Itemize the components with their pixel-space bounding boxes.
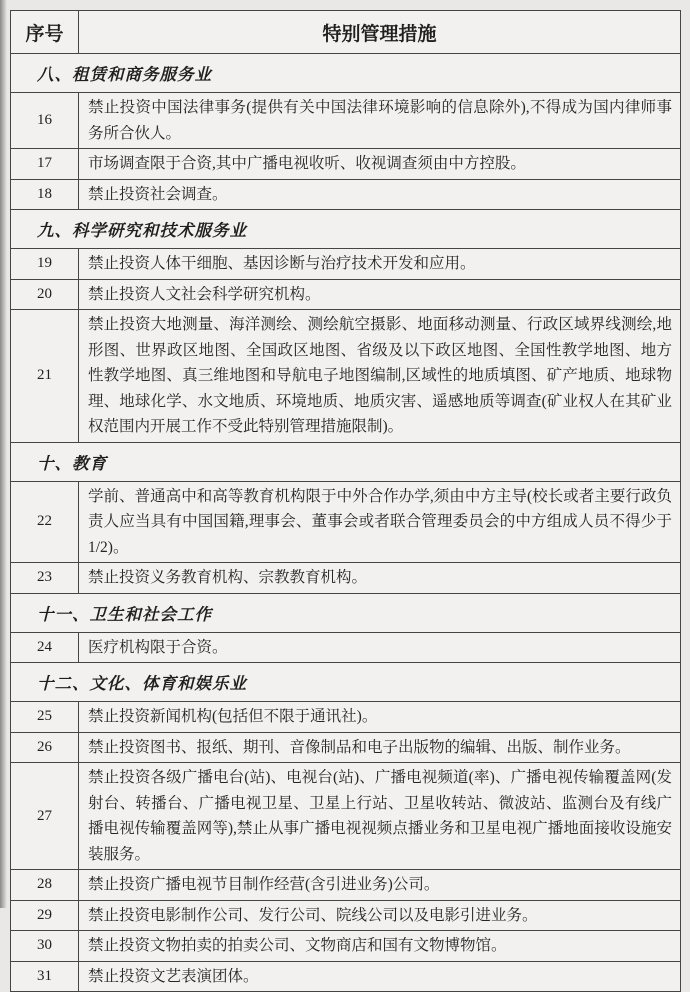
section-row (11, 210, 681, 249)
measure-text: 禁止投资广播电视节目制作经营(含引进业务)公司。 (79, 870, 681, 901)
column-header-special-measures: 特别管理措施 (79, 11, 681, 54)
measure-text: 禁止投资中国法律事务(提供有关中国法律环境影响的信息除外),不得成为国内律师事务所合伙人。 (79, 93, 681, 149)
measure-text: 禁止投资义务教育机构、宗教教育机构。 (79, 563, 681, 594)
measure-text: 禁止投资电影制作公司、发行公司、院线公司以及电影引进业务。 (79, 900, 681, 931)
measure-row (11, 249, 681, 280)
measure-row (11, 149, 681, 180)
section-row (11, 663, 681, 702)
measure-text: 禁止投资图书、报纸、期刊、音像制品和电子出版物的编辑、出版、制作业务。 (79, 732, 681, 763)
section-title: 八、租赁和商务服务业 (11, 54, 681, 93)
measure-serial-number: 20 (11, 279, 79, 310)
measure-serial-number: 27 (11, 763, 79, 870)
measure-row (11, 179, 681, 210)
scan-edge-shadow (0, 0, 7, 908)
measure-serial-number: 25 (11, 702, 79, 733)
special-measures-table (10, 10, 681, 992)
column-header-serial-number: 序号 (11, 11, 79, 54)
measure-row (11, 310, 681, 443)
section-title: 十二、文化、体育和娱乐业 (11, 663, 681, 702)
measure-row (11, 563, 681, 594)
measure-row (11, 702, 681, 733)
measure-text: 市场调查限于合资,其中广播电视收听、收视调查须由中方控股。 (79, 149, 681, 180)
measure-row (11, 481, 681, 563)
measure-serial-number: 17 (11, 149, 79, 180)
measure-serial-number: 31 (11, 961, 79, 992)
document-page (10, 10, 681, 992)
measure-serial-number: 28 (11, 870, 79, 901)
measure-text: 禁止投资社会调查。 (79, 179, 681, 210)
measure-row (11, 931, 681, 962)
section-title: 十一、卫生和社会工作 (11, 593, 681, 632)
measure-serial-number: 26 (11, 732, 79, 763)
section-title: 十、教育 (11, 442, 681, 481)
measure-serial-number: 18 (11, 179, 79, 210)
measure-serial-number: 29 (11, 900, 79, 931)
measure-row (11, 279, 681, 310)
measure-text: 禁止投资文物拍卖的拍卖公司、文物商店和国有文物博物馆。 (79, 931, 681, 962)
measure-serial-number: 19 (11, 249, 79, 280)
measure-serial-number: 23 (11, 563, 79, 594)
measure-text: 学前、普通高中和高等教育机构限于中外合作办学,须由中方主导(校长或者主要行政负责人应当具有中国国籍,理事会、董事会或者联合管理委员会的中方组成人员不得少于 1/2)。 (79, 481, 681, 563)
table-body (11, 54, 681, 992)
section-row (11, 442, 681, 481)
measure-text: 禁止投资大地测量、海洋测绘、测绘航空摄影、地面移动测量、行政区域界线测绘,地形图、世界政区地图、全国政区地图、省级及以下政区地图、全国性教学地图、地方性教学地图、真三维地图和导航电子地图编制,区域性的地质填图、矿产地质、地球物理、地球化学、水文地质、环境地质、地质灾害、遥感地质等调查(矿业权人在其矿业权范围内开展工作不受此特别管理措施限制)。 (79, 310, 681, 443)
measure-row (11, 900, 681, 931)
section-row (11, 593, 681, 632)
section-row (11, 54, 681, 93)
measure-row (11, 961, 681, 992)
measure-text: 禁止投资新闻机构(包括但不限于通讯社)。 (79, 702, 681, 733)
measure-text: 禁止投资人文社会科学研究机构。 (79, 279, 681, 310)
measure-text: 禁止投资各级广播电台(站)、电视台(站)、广播电视频道(率)、广播电视传输覆盖网(发射台、转播台、广播电视卫星、卫星上行站、卫星收转站、微波站、监测台及有线广播电视传输覆盖网等),禁止从事广播电视视频点播业务和卫星电视广播地面接收设施安装服务。 (79, 763, 681, 870)
measure-text: 禁止投资文艺表演团体。 (79, 961, 681, 992)
table-header-row (11, 11, 681, 54)
measure-row (11, 93, 681, 149)
measure-row (11, 763, 681, 870)
measure-row (11, 870, 681, 901)
measure-serial-number: 30 (11, 931, 79, 962)
section-title: 九、科学研究和技术服务业 (11, 210, 681, 249)
measure-serial-number: 22 (11, 481, 79, 563)
measure-serial-number: 24 (11, 632, 79, 663)
measure-serial-number: 16 (11, 93, 79, 149)
measure-row (11, 632, 681, 663)
measure-text: 禁止投资人体干细胞、基因诊断与治疗技术开发和应用。 (79, 249, 681, 280)
measure-serial-number: 21 (11, 310, 79, 443)
measure-text: 医疗机构限于合资。 (79, 632, 681, 663)
measure-row (11, 732, 681, 763)
